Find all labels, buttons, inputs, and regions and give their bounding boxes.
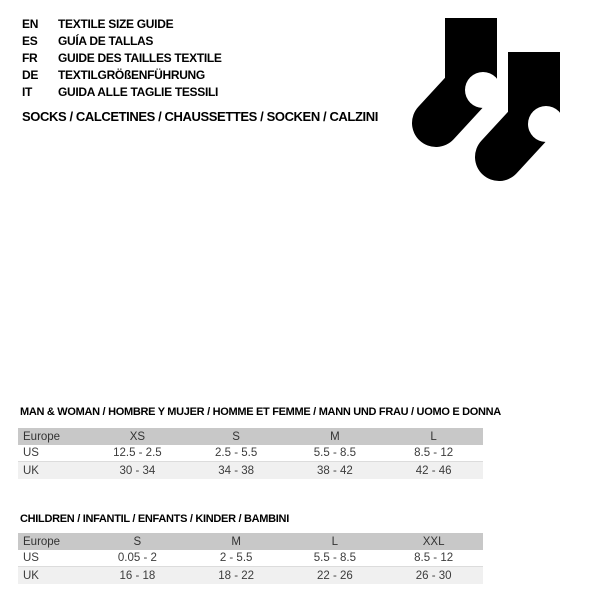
language-list	[22, 15, 222, 100]
adult-size-table	[18, 428, 483, 479]
size-cell: 30 - 34	[119, 464, 156, 477]
row-label: US	[23, 447, 39, 459]
size-cell: 38 - 42	[316, 464, 353, 477]
header-cell-size: M	[231, 535, 241, 548]
row-label: US	[23, 552, 39, 564]
header-cell-region: Europe	[23, 430, 61, 443]
size-cell: 18 - 22	[218, 569, 255, 582]
size-cell: 8.5 - 12	[414, 447, 454, 459]
language-title: TEXTILE SIZE GUIDE	[58, 16, 174, 31]
language-code: ES	[22, 33, 38, 48]
header-cell-region: Europe	[23, 535, 61, 548]
size-cell: 2 - 5.5	[219, 552, 253, 564]
size-cell: 8.5 - 12	[414, 552, 454, 564]
size-cell: 22 - 26	[316, 569, 353, 582]
header-cell-size: L	[331, 535, 339, 548]
language-row-en	[22, 15, 222, 32]
size-cell: 12.5 - 2.5	[113, 447, 162, 459]
size-cell: 16 - 18	[119, 569, 156, 582]
children-table-row-uk	[18, 567, 483, 584]
language-title: GUIDE DES TAILLES TEXTILE	[58, 50, 222, 65]
sock-front-shape	[499, 47, 565, 157]
size-cell: 5.5 - 8.5	[313, 552, 356, 564]
children-size-table	[18, 533, 483, 584]
language-row-it	[22, 83, 222, 100]
language-code: IT	[22, 84, 33, 99]
language-code: DE	[22, 67, 39, 82]
language-title: GUÍA DE TALLAS	[58, 33, 154, 48]
language-code: FR	[22, 50, 38, 65]
header-cell-size: L	[430, 430, 437, 443]
header-cell-size: S	[133, 535, 142, 548]
language-title: TEXTILGRÖßENFÜHRUNG	[58, 67, 205, 82]
language-code: EN	[22, 16, 39, 31]
adult-table-header-row	[18, 428, 483, 445]
language-title: GUIDA ALLE TAGLIE TESSILI	[58, 84, 219, 99]
children-table-header-row	[18, 533, 483, 550]
size-cell: 26 - 30	[415, 569, 452, 582]
category-heading: SOCKS / CALCETINES / CHAUSSETTES / SOCKEN / CALZINI	[22, 109, 378, 124]
children-table-title: CHILDREN / INFANTIL / ENFANTS / KINDER / BAMBINI	[20, 513, 289, 525]
adult-table-title: MAN & WOMAN / HOMBRE Y MUJER / HOMME ET FEMME / MANN UND FRAU / UOMO E DONNA	[20, 406, 501, 418]
children-table-row-us	[18, 550, 483, 567]
language-row-fr	[22, 49, 222, 66]
adult-table-row-us	[18, 445, 483, 462]
header-cell-size: S	[232, 430, 240, 443]
size-cell: 5.5 - 8.5	[313, 447, 356, 459]
language-row-es	[22, 32, 222, 49]
row-label: UK	[23, 569, 39, 582]
header-cell-size: XS	[129, 430, 146, 443]
size-cell: 0.05 - 2	[117, 552, 157, 564]
size-cell: 34 - 38	[218, 464, 255, 477]
adult-table-row-uk	[18, 462, 483, 479]
size-cell: 42 - 46	[415, 464, 452, 477]
sock-back-shape	[436, 18, 501, 123]
socks-icon	[400, 5, 565, 195]
size-cell: 2.5 - 5.5	[215, 447, 258, 459]
row-label: UK	[23, 464, 39, 477]
header-cell-size: M	[330, 430, 340, 443]
header-cell-size: XXL	[422, 535, 445, 548]
language-row-de	[22, 66, 222, 83]
